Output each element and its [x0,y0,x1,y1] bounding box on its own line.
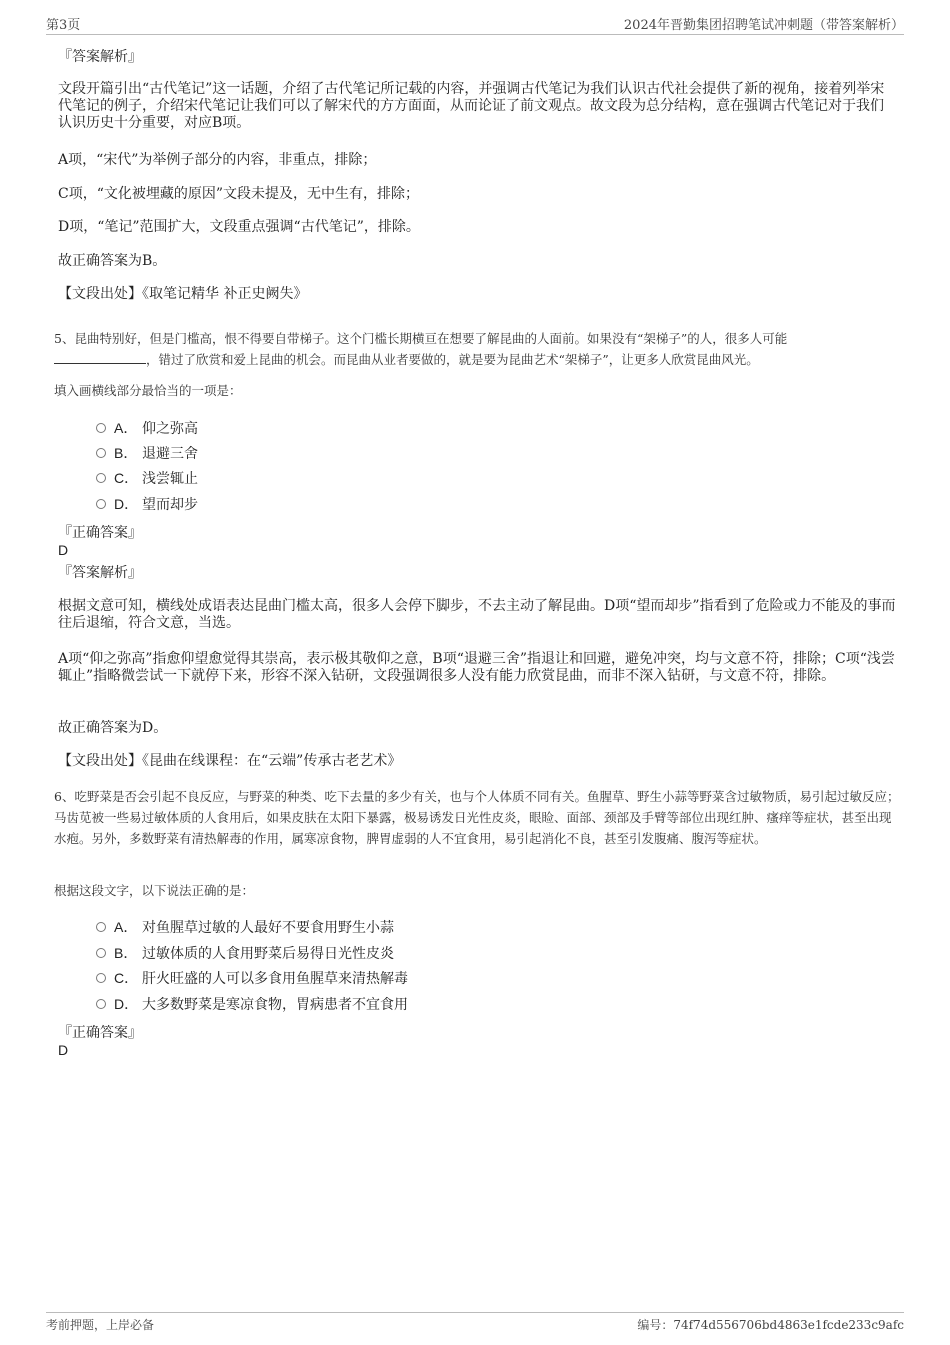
q6-answer: D [58,1042,69,1058]
radio-icon[interactable] [96,973,106,983]
radio-icon[interactable] [96,499,106,509]
q5-option-b[interactable]: B． 退避三舍 [96,443,198,463]
document-title: 2024年晋勤集团招聘笔试冲刺题（带答案解析） [623,18,904,33]
q5-analysis-paragraph-1: 根据文意可知，横线处成语表达昆曲门槛太高，很多人会停下脚步，不去主动了解昆曲。D项“望而却步”指看到了危险或力不能及的事而往后退缩，符合文意，当选。 [58,598,896,631]
radio-icon[interactable] [96,448,106,458]
q6-prompt: 根据这段文字，以下说法正确的是： [54,883,255,898]
page-header [46,14,904,35]
page-footer [46,1312,904,1335]
radio-icon[interactable] [96,922,106,932]
q5-conclusion: 故正确答案为D。 [58,720,168,736]
radio-icon[interactable] [96,473,106,483]
q4-analysis-label: 『答案解析』 [58,49,142,65]
q5-source: 【文段出处】《昆曲在线课程：在“云端”传承古老艺术》 [58,753,402,769]
q4-analysis-option-d: D项，“笔记”范围扩大，文段重点强调“古代笔记”，排除。 [58,219,420,235]
page-number: 第3页 [46,18,81,33]
q4-analysis-option-a: A项，“宋代”为举例子部分的内容，非重点，排除； [58,152,377,168]
q6-option-a[interactable]: A． 对鱼腥草过敏的人最好不要食用野生小蒜 [96,917,394,937]
q6-option-b[interactable]: B． 过敏体质的人食用野菜后易得日光性皮炎 [96,943,394,963]
q5-stem-part2: ，错过了欣赏和爱上昆曲的机会。而昆曲从业者要做的，就是要为昆曲艺术“架梯子”，让更多人欣赏昆曲风光。 [146,352,759,367]
q4-analysis-option-c: C项，“文化被埋藏的原因”文段未提及，无中生有，排除； [58,186,420,202]
q4-analysis-paragraph: 文段开篇引出“古代笔记”这一话题，介绍了古代笔记所记载的内容，并强调古代笔记为我们认识古代社会提供了新的视角，接着列举宋代笔记的例子，介绍宋代笔记让我们可以了解宋代的方方面面，从而论证了前文观点。故文段为总分结构，意在强调古代笔记对于我们认识历史十分重要，对应B项。 [58,81,885,131]
q5-stem [54,328,900,370]
radio-icon[interactable] [96,948,106,958]
q5-option-a[interactable]: A． 仰之弥高 [96,418,198,438]
radio-icon[interactable] [96,423,106,433]
q5-stem-part1: 5、昆曲特别好，但是门槛高，恨不得要自带梯子。这个门槛长期横亘在想要了解昆曲的人面前。如果没有“架梯子”的人，很多人可能 [54,331,788,346]
footer-slogan: 考前押题，上岸必备 [46,1318,155,1332]
q5-answer-label: 『正确答案』 [58,525,142,541]
q6-option-c[interactable]: C． 肝火旺盛的人可以多食用鱼腥草来清热解毒 [96,968,408,988]
q6-option-d[interactable]: D． 大多数野菜是寒凉食物，胃病患者不宜食用 [96,994,408,1014]
radio-icon[interactable] [96,999,106,1009]
q5-blank [54,351,146,364]
q4-conclusion: 故正确答案为B。 [58,253,167,269]
footer-code: 编号：74f74d556706bd4863e1fcde233c9afc [637,1318,904,1332]
q5-answer: D [58,542,69,558]
q5-option-c[interactable]: C． 浅尝辄止 [96,468,198,488]
q6-stem: 6、吃野菜是否会引起不良反应，与野菜的种类、吃下去量的多少有关，也与个人体质不同有关。鱼腥草、野生小蒜等野菜含过敏物质，易引起过敏反应；马齿苋被一些易过敏体质的人食用后，如果皮肤在太阳下暴露，极易诱发日光性皮炎，眼睑、面部、颈部及手臂等部位出现红肿、瘙痒等症状，甚至出现水疱。另外，多数野菜有清热解毒的作用，属寒凉食物，脾胃虚弱的人不宜食用，易引起消化不良，甚至引发腹痛、腹泻等症状。 [54,789,900,846]
q5-analysis-paragraph-2: A项“仰之弥高”指愈仰望愈觉得其崇高，表示极其敬仰之意，B项“退避三舍”指退让和回避，避免冲突，均与文意不符，排除；C项“浅尝辄止”指略微尝试一下就停下来，形容不深入钻研，文段强调很多人没有能力欣赏昆曲，而非不深入钻研，与文意不符，排除。 [58,651,895,684]
q4-source: 【文段出处】《取笔记精华 补正史阙失》 [58,286,308,302]
q5-analysis-label: 『答案解析』 [58,565,142,581]
q6-answer-label: 『正确答案』 [58,1025,142,1041]
q5-prompt: 填入画横线部分最恰当的一项是： [54,383,242,398]
q5-option-d[interactable]: D． 望而却步 [96,494,198,514]
